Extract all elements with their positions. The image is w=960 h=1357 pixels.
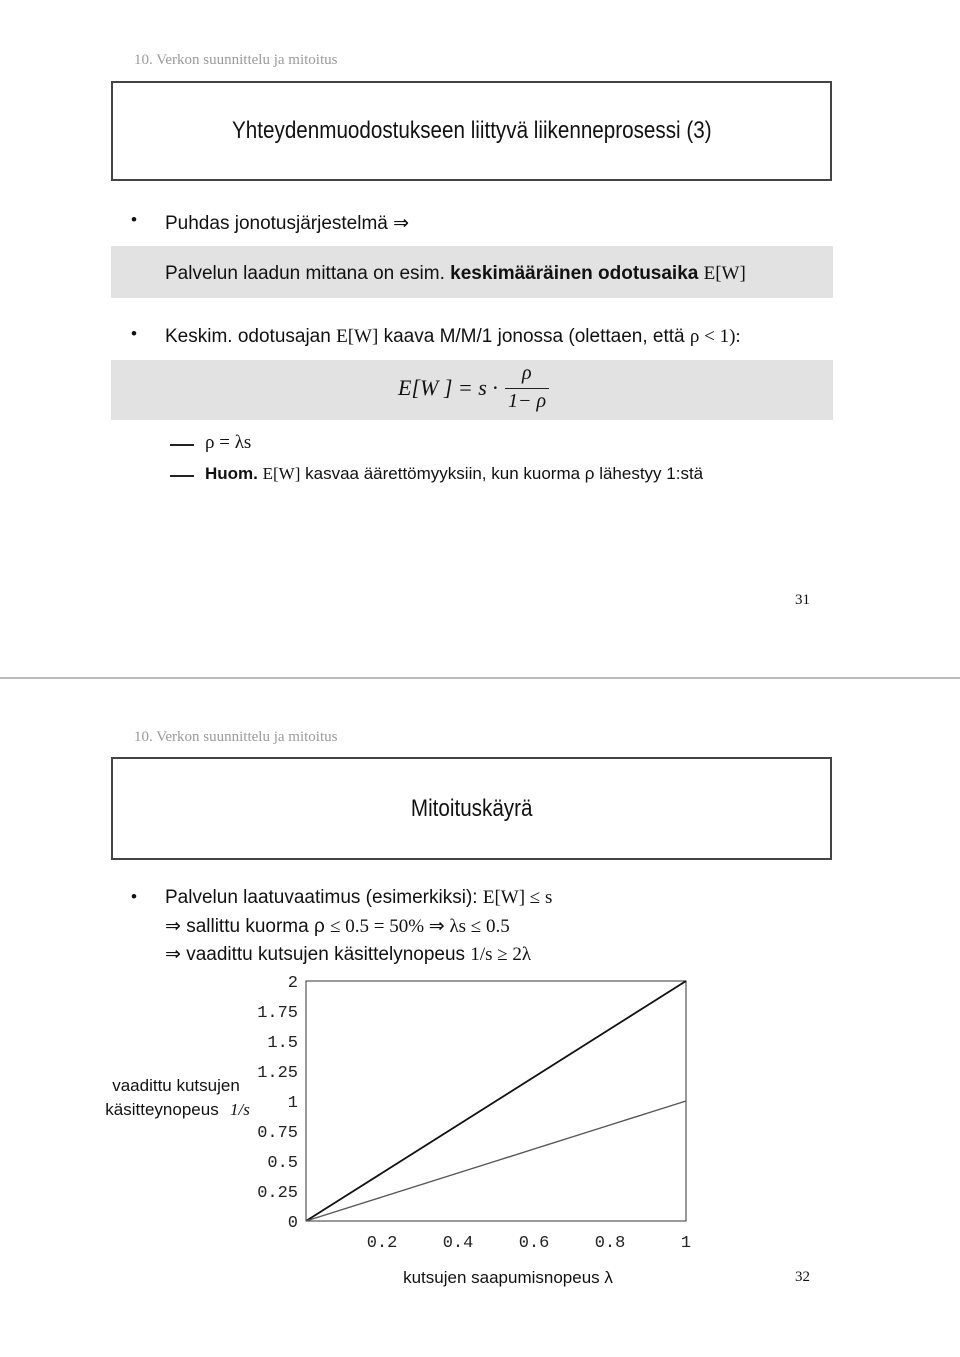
slide-31 (0, 0, 960, 678)
y-label-line2: käsitteynopeus (105, 1100, 219, 1119)
series-line-1 (306, 981, 686, 1221)
bullet-text: Puhdas jonotusjärjestelmä ⇒ (165, 213, 410, 234)
band-text-plain: Palvelun laadun mittana on esim. (165, 263, 445, 284)
y-tick-label: 1.5 (267, 1034, 298, 1053)
formula-numerator: ρ (522, 362, 532, 384)
section-header: 10. Verkon suunnittelu ja mitoitus (134, 52, 338, 68)
bullet-math: E[W] ≤ s (482, 887, 553, 908)
fraction-bar (505, 388, 549, 389)
y-axis-label (105, 1076, 250, 1119)
y-tick-label: 0.25 (257, 1184, 298, 1203)
x-tick-label: 0.8 (594, 1234, 626, 1253)
y-tick-label: 1 (287, 1094, 298, 1113)
page-number: 32 (795, 1269, 810, 1285)
x-tick-label: 1 (680, 1234, 692, 1253)
band-text-bold: keskimääräinen odotusaika (450, 263, 699, 284)
bullet-text-pre: Keskim. odotusajan (165, 326, 331, 347)
y-tick-label: 2 (287, 974, 298, 993)
y-tick-label: 0 (287, 1214, 298, 1233)
implication-text: ⇒ sallittu kuorma ρ (165, 916, 325, 937)
title-box (111, 81, 832, 181)
bullet-text-plain: Palvelun laatuvaatimus (esimerkiksi): (165, 887, 478, 908)
x-tick-label: 0.2 (366, 1234, 398, 1253)
formula-denominator: 1− ρ (508, 390, 547, 412)
band-text (165, 263, 746, 285)
sub-dash (170, 475, 194, 477)
bullet-marker: • (131, 324, 137, 343)
note-text: kasvaa äärettömyyksiin, kun kuorma ρ lähestyy 1:stä (305, 464, 704, 483)
y-tick-label: 1.75 (257, 1004, 298, 1023)
bullet-math: ρ < 1): (689, 326, 741, 347)
x-tick-label: 0.4 (442, 1234, 474, 1253)
y-tick-label: 0.75 (257, 1124, 298, 1143)
section-header: 10. Verkon suunnittelu ja mitoitus (134, 729, 338, 745)
note-label: Huom. (205, 464, 258, 483)
y-label-math: 1/s (230, 1100, 250, 1119)
sub-dash (170, 444, 194, 446)
band-math: E[W] (703, 263, 746, 284)
implication-math: ≤ 0.5 = 50% ⇒ λs ≤ 0.5 (330, 916, 510, 937)
bullet-marker: • (131, 210, 137, 229)
slide-title: Mitoituskäyrä (410, 794, 533, 822)
series-line-2 (306, 1101, 686, 1221)
bullet-math: E[W] (336, 326, 379, 347)
page-number: 31 (795, 592, 810, 608)
x-tick-label: 0.6 (518, 1234, 550, 1253)
note-math: E[W] (262, 464, 301, 483)
bullet-marker: • (131, 887, 137, 906)
sub-item: ρ = λs (205, 432, 252, 453)
dimensioning-chart (0, 679, 960, 1357)
y-label-line1: vaadittu kutsujen (112, 1076, 240, 1095)
x-axis-label: kutsujen saapumisnopeus λ (403, 1268, 613, 1287)
y-tick-label: 0.5 (267, 1154, 298, 1173)
y-tick-label: 1.25 (257, 1064, 298, 1083)
slide-32 (0, 679, 960, 1357)
slide-title: Yhteydenmuodostukseen liittyvä liikenneprosessi (3) (231, 117, 712, 144)
bullet-text (165, 326, 741, 348)
bullet-text-mid: kaava M/M/1 jonossa (olettaen, että (383, 326, 685, 347)
implication-math: 1/s ≥ 2λ (470, 944, 532, 965)
formula-lhs: E[W ] = s · (398, 375, 498, 400)
sub-item (205, 464, 703, 484)
implication-text: ⇒ vaadittu kutsujen käsittelynopeus (165, 944, 466, 965)
